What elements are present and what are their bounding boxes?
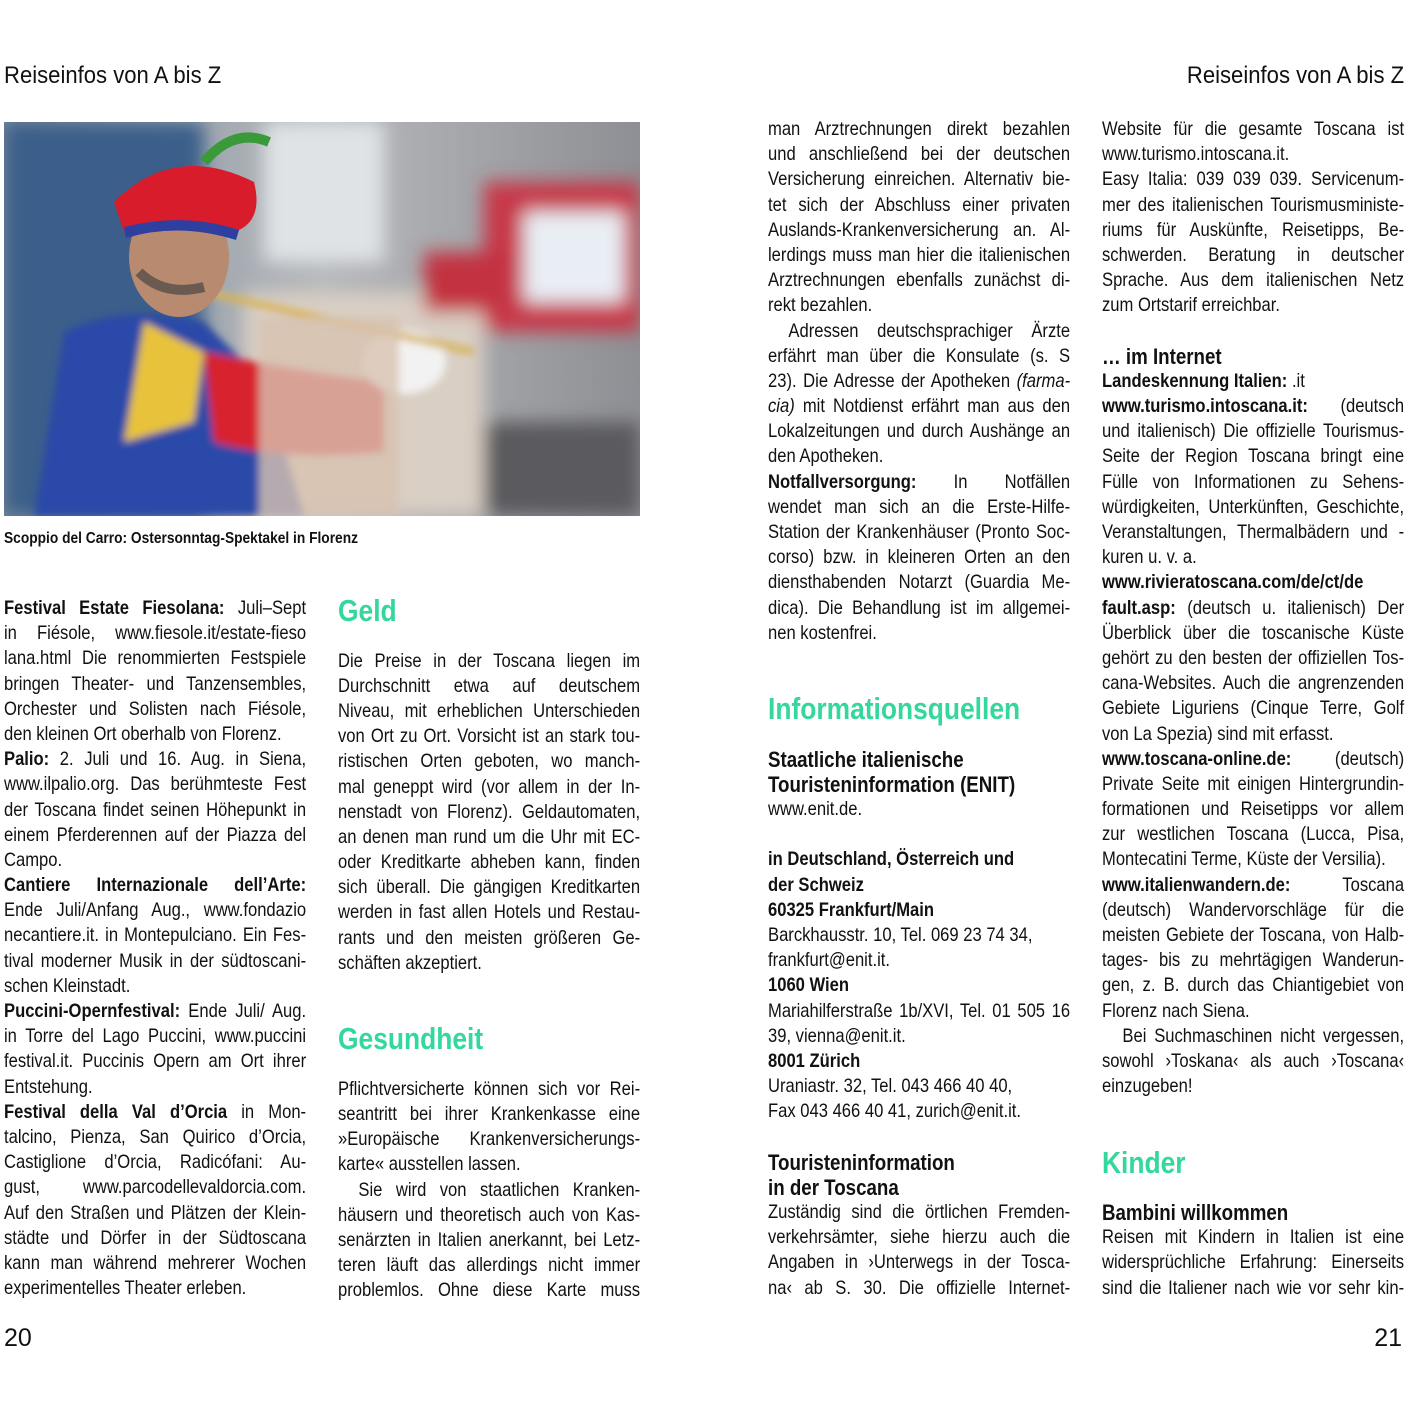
text-line: würdigkeiten, Unterkünften, Geschichte, [1102, 495, 1405, 518]
text-line: problemlos. Ohne diese Karte muss [338, 1279, 641, 1302]
text-line: Ende Juli/Anfang Aug., www.fondazio [4, 899, 307, 922]
text-line: nen kostenfrei. [768, 621, 877, 644]
text-line: lana.html Die renommierten Festspiele [4, 647, 307, 670]
paragraph [768, 923, 1070, 948]
text-line: Bei Suchmaschinen nicht vergessen, [1122, 1024, 1405, 1047]
text-line: verkehrsämter, siehe hierzu auch die [768, 1226, 1071, 1249]
text-line: kann man während mehrerer Wochen [4, 1251, 307, 1274]
paragraph [1102, 1225, 1404, 1301]
entry-term: Palio: [4, 748, 50, 771]
text-line [1102, 873, 1404, 898]
subheading: … im Internet [1102, 343, 1222, 369]
text-line: experimentelles Theater erleben. [4, 1277, 247, 1300]
italic-term: (farma- [1016, 369, 1071, 392]
text-line [1102, 596, 1404, 621]
spacer [768, 646, 1070, 671]
photo-caption: Scoppio del Carro: Ostersonntag-Spektakel in Florenz [4, 530, 358, 547]
text-line: von Ort zu Ort. Vorsicht ist an stark tou- [338, 725, 641, 748]
text-line: sowohl ›Toskana‹ als auch ›Toscana‹ [1102, 1049, 1405, 1072]
paragraph [4, 596, 306, 747]
subheading: Touristeninformation [768, 1149, 955, 1175]
text-line: tet sich der Abschluss einer privaten [768, 193, 1071, 216]
text-line: cana-Websites. Auch die angrenzenden [1102, 672, 1405, 695]
text-line: 39, vienna@enit.it. [768, 1024, 906, 1047]
text-line: Uraniastr. 32, Tel. 043 466 40 40, [768, 1075, 1013, 1098]
paragraph [768, 797, 1070, 822]
text-line: mer des italienischen Tourismusministe- [1102, 193, 1405, 216]
text-line: einem Pferderennen auf der Piazza del [4, 823, 307, 846]
paragraph [768, 1074, 1070, 1099]
column-4 [1102, 117, 1404, 1301]
text-line [4, 747, 306, 772]
entry-term: www.italienwandern.de: [1102, 873, 1291, 896]
paragraph [768, 319, 1070, 470]
text-line: karte« ausstellen lassen. [338, 1153, 521, 1176]
entry-term: www.rivieratoscana.com/de/ct/de [1102, 571, 1364, 594]
text-line: ristischen Orten geboten, wo manch- [338, 750, 641, 773]
section-heading: Kinder [1102, 1144, 1186, 1180]
text-line: gehört zu den besten der offiziellen Tos- [1102, 646, 1405, 669]
text-line: Adressen deutschsprachiger Ärzte [788, 319, 1071, 342]
italic-term: cia) [768, 395, 795, 418]
text-line: schen Kleinstadt. [4, 974, 131, 997]
section-heading: Informationsquellen [768, 691, 1021, 727]
text-line: Zuständig sind die örtlichen Fremden- [768, 1201, 1071, 1224]
paragraph [1102, 873, 1404, 1024]
text-line: (deutsch) Wandervorschläge für die [1102, 898, 1405, 921]
photo-scoppio-del-carro [4, 122, 640, 516]
text-line: Castiglione d’Orcia, Radicófani: Au- [4, 1151, 307, 1174]
address-heading: 60325 Frankfurt/Main [768, 898, 935, 921]
spacer [1102, 319, 1404, 344]
text-line [1102, 570, 1404, 595]
subheading: Touristeninformation (ENIT) [768, 771, 1016, 797]
paragraph [768, 999, 1070, 1049]
text-line [4, 596, 306, 621]
paragraph [1102, 394, 1404, 570]
text-line: corso) bzw. in kleineren Orten an den [768, 546, 1071, 569]
paragraph [1102, 1024, 1404, 1100]
text-line [4, 999, 306, 1024]
column-2 [338, 573, 640, 1304]
text-line: Sprache. Aus dem italienischen Netz [1102, 269, 1405, 292]
text-line: Seite der Region Toscana bringt eine [1102, 445, 1405, 468]
text-line: www.turismo.intoscana.it. [1102, 143, 1290, 166]
text-line: kuren u. v. a. [1102, 546, 1197, 569]
text-line [768, 470, 1070, 495]
text-line: gen, z. B. durch das Chiantigebiet von [1102, 974, 1405, 997]
text-line: Easy Italia: 039 039 039. Servicenum- [1102, 168, 1405, 191]
text-line: den Apotheken. [768, 445, 884, 468]
text-line: widersprüchliche Erfahrung: Einerseits [1102, 1251, 1405, 1274]
text-line: nenstadt von Florenz). Geldautomaten, [338, 800, 641, 823]
entry-term: Puccini-Opernfestival: [4, 1000, 181, 1022]
text-line: www.ilpalio.org. Das berühmteste Fest [4, 773, 307, 796]
paragraph [768, 117, 1070, 319]
paragraph [768, 1200, 1070, 1301]
spacer [768, 1125, 1070, 1150]
text-line: Station der Krankenhäuser (Pronto Soc- [768, 521, 1071, 543]
text-line: dica). Die Behandlung ist im allgemei- [768, 596, 1071, 619]
text-line: der Toscana findet seinen Höhepunkt in [4, 798, 307, 821]
column-3 [768, 117, 1070, 1301]
paragraph [1102, 570, 1404, 746]
text-line: und anschließend bei der deutschen [768, 143, 1071, 166]
entry-term: www.toscana-online.de: [1102, 747, 1292, 770]
text-line: Sie wird von staatlichen Kranken- [358, 1178, 641, 1201]
text-line: Auslands-Krankenversicherung an. Al- [768, 218, 1071, 241]
address-heading: in Deutschland, Österreich und [768, 848, 1015, 871]
paragraph [338, 1077, 640, 1178]
text-line: Die Preise in der Toscana liegen im [338, 649, 641, 672]
text-line: werden in fast allen Hotels und Restau- [338, 901, 641, 924]
text-line: festival.it. Puccinis Opern am Ort ihrer [4, 1050, 307, 1073]
page-number-right: 21 [1374, 1324, 1402, 1352]
text-run: 2. Juli und 16. Aug. in Siena, [49, 748, 307, 771]
text-line: riums für Auskünfte, Reisetipps, Be- [1102, 218, 1405, 241]
text-line: Reisen mit Kindern in Italien ist eine [1102, 1226, 1405, 1249]
text-line: mal geneppt wird (vor allem in der In- [338, 775, 641, 798]
text-run: (deutsch u. italienisch) Der [1175, 596, 1405, 619]
text-line: necantiere.it. in Montepulciano. Ein Fes- [4, 924, 307, 947]
subheading: Staatliche italienische [768, 746, 964, 772]
text-line: von La Spezia) sind mit erfasst. [1102, 722, 1334, 745]
paragraph [338, 649, 640, 976]
address-heading: 8001 Zürich [768, 1049, 861, 1072]
text-line: senärzten in Italien anerkannt, bei Letz- [338, 1228, 641, 1251]
text-run: .it [1287, 369, 1305, 392]
text-line: Arztrechnungen ebenfalls zunächst di- [768, 269, 1071, 292]
running-header-left: Reiseinfos von A bis Z [4, 62, 222, 89]
text-run: In Notfällen [916, 470, 1071, 493]
text-run: Toscana [1290, 873, 1405, 896]
page-number-left: 20 [4, 1324, 32, 1352]
entry-term: Notfallversorgung: [768, 470, 917, 493]
text-line: Mariahilferstraße 1b/XVI, Tel. 01 505 16 [768, 999, 1071, 1022]
text-line: Niveau, mit erheblichen Unterschieden [338, 699, 641, 722]
entry-term: Festival della Val d’Orcia [4, 1100, 228, 1123]
text-line: Entstehung. [4, 1075, 93, 1098]
section-heading: Gesundheit [338, 1021, 484, 1057]
text-line: Orchester und Solisten nach Fiésole, [4, 697, 307, 720]
text-line: na‹ ab S. 30. Die offizielle Internet- [768, 1276, 1071, 1299]
text-line [768, 369, 1070, 394]
text-line: städte und Dörfer in der Südtoscana [4, 1226, 307, 1249]
spacer [1102, 1099, 1404, 1124]
address-heading: der Schweiz [768, 873, 864, 896]
text-run: Ende Juli/ Aug. [180, 1000, 307, 1022]
paragraph [1102, 369, 1404, 394]
text-line: Website für die gesamte Toscana ist [1102, 118, 1405, 140]
text-line: sind die Italiener nach wie vor sehr kin- [1102, 1276, 1405, 1299]
text-line: häusern und theoretisch auch von Kas- [338, 1203, 641, 1226]
text-line: rants und den meisten größeren Ge- [338, 926, 641, 949]
text-line [1102, 747, 1404, 772]
text-line: lerdings muss man hier die italienischen [768, 243, 1071, 266]
text-line: Lokalzeitungen und durch Aushänge an [768, 420, 1071, 443]
entry-term: Landeskennung Italien: [1102, 369, 1288, 392]
text-line: Private Seite mit einigen Hintergrundin- [1102, 772, 1405, 795]
text-line: talcino, Pienza, San Quirico d’Orcia, [4, 1125, 307, 1148]
entry-term: Festival Estate Fiesolana: [4, 597, 225, 619]
text-line [4, 1100, 306, 1125]
text-line [1102, 369, 1404, 394]
text-line: Versicherung einreichen. Alternativ bie- [768, 168, 1071, 191]
text-line: Florenz nach Siena. [1102, 999, 1250, 1022]
text-line: wendet man sich an die Erste-Hilfe- [768, 495, 1071, 518]
text-line: Gebiete Liguriens (Cinque Terre, Golf [1102, 697, 1405, 720]
text-line: Pflichtversicherte können sich vor Rei- [338, 1077, 641, 1100]
text-line [1102, 394, 1404, 419]
text-line: schäften akzeptiert. [338, 951, 482, 974]
text-line [768, 394, 1070, 419]
text-line: Fülle von Informationen zu Sehens- [1102, 470, 1405, 493]
text-line: den kleinen Ort oberhalb von Florenz. [4, 722, 282, 745]
text-line: sich überall. Die gängigen Kreditkarten [338, 876, 641, 899]
text-line: Veranstaltungen, Thermalbädern und - [1102, 521, 1405, 543]
column-1 [4, 596, 306, 1301]
text-line: Durchschnitt etwa auf deutschem [338, 674, 641, 697]
spacer [338, 976, 640, 1001]
text-line: in Torre del Lago Puccini, www.puccini [4, 1025, 307, 1048]
text-line: tival moderner Musik in der südtoscani- [4, 949, 307, 972]
text-line: seantritt bei ihrer Krankenkasse eine [338, 1103, 641, 1125]
text-line: oder Kreditkarte abheben kann, finden [338, 851, 641, 874]
paragraph [1102, 167, 1404, 318]
text-line: www.enit.de. [768, 798, 863, 821]
paragraph [4, 747, 306, 873]
text-line: an denen man rund um die Uhr mit EC- [338, 825, 641, 848]
text-line: Auf den Straßen und Plätzen der Klein- [4, 1201, 307, 1224]
text-run: in Mon- [227, 1100, 307, 1123]
paragraph [4, 999, 306, 1100]
paragraph [338, 1178, 640, 1304]
text-run: 23). Die Adresse der Apotheken [768, 369, 1017, 392]
section-heading: Geld [338, 593, 397, 628]
text-line: Überblick über die toscanische Küste [1102, 621, 1405, 644]
text-run: Juli–Sept [224, 597, 307, 619]
subheading: Bambini willkommen [1102, 1200, 1289, 1226]
text-line [4, 873, 306, 898]
address-heading: 1060 Wien [768, 974, 850, 997]
text-line: man Arztrechnungen direkt bezahlen [768, 118, 1071, 140]
paragraph [768, 1099, 1070, 1124]
text-line: bringen Theater- und Tanzensembles, [4, 672, 307, 695]
text-line: meisten Gebiete der Toscana, von Halb- [1102, 924, 1405, 946]
text-line: Montecatini Terme, Küste der Versilia). [1102, 848, 1386, 871]
text-line: diensthabenden Notarzt (Guardia Me- [768, 571, 1071, 594]
paragraph [768, 948, 1070, 973]
text-line: einzugeben! [1102, 1075, 1193, 1098]
subheading: in der Toscana [768, 1174, 899, 1200]
entry-term: fault.asp: [1102, 596, 1176, 619]
paragraph [768, 470, 1070, 646]
paragraph [4, 1100, 306, 1302]
text-line: Fax 043 466 40 41, zurich@enit.it. [768, 1100, 1022, 1123]
paragraph [1102, 747, 1404, 873]
paragraph [1102, 117, 1404, 167]
text-run: (deutsch) [1291, 747, 1405, 770]
text-line: erfährt man über die Konsulate (s. S [768, 344, 1071, 367]
spacer [768, 822, 1070, 847]
photo-illustration [4, 122, 640, 516]
entry-term: Cantiere Internazionale dell’Arte: [4, 874, 307, 897]
text-line: formationen und Reisetipps vor allem [1102, 798, 1405, 821]
text-line: zum Ortstarif erreichbar. [1102, 294, 1280, 317]
paragraph [4, 873, 306, 999]
text-line: zur westlichen Toscana (Lucca, Pisa, [1102, 823, 1405, 846]
entry-term: www.turismo.intoscana.it: [1102, 395, 1308, 418]
text-line: teren läuft das allerdings nicht immer [338, 1254, 641, 1277]
running-header-right: Reiseinfos von A bis Z [1186, 62, 1404, 89]
text-line: tages- bis zu mehrtägigen Wanderun- [1102, 949, 1405, 972]
text-run: mit Notdienst erfährt man aus den [794, 395, 1071, 418]
text-line: schwerden. Beratung in deutscher [1102, 243, 1405, 266]
text-line: in Fiésole, www.fiesole.it/estate-fieso [4, 622, 307, 645]
text-line: Angaben in ›Unterwegs in der Tosca- [768, 1251, 1071, 1274]
text-line: »Europäische Krankenversicherungs- [338, 1128, 641, 1151]
text-line: Campo. [4, 848, 63, 871]
text-run: (deutsch [1307, 395, 1405, 418]
text-line: und italienisch) Die offizielle Tourismus- [1102, 420, 1405, 443]
text-line: rekt bezahlen. [768, 294, 873, 317]
text-line: gust, www.parcodellevaldorcia.com. [4, 1176, 307, 1199]
text-line: frankfurt@enit.it. [768, 949, 890, 972]
text-line: Barckhausstr. 10, Tel. 069 23 74 34, [768, 924, 1033, 947]
